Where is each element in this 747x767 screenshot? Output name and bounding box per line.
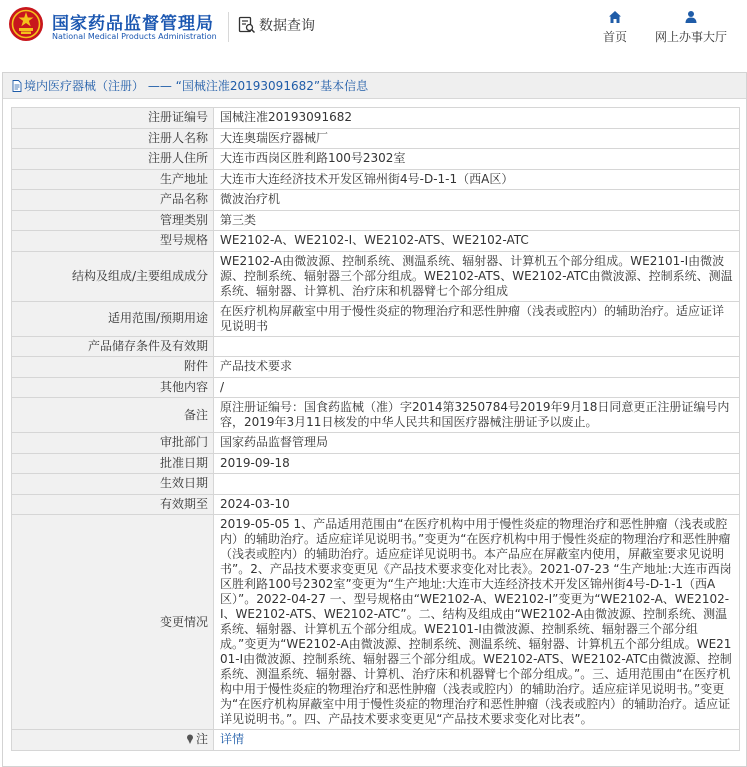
field-value: 原注册证编号：国食药监械（准）字2014第3250784号2019年9月18日同意更正注册证编号内容，2019年3月11日核发的中华人民共和国医疗器械注册证予以废止。 [214, 398, 740, 433]
table-row [12, 128, 740, 149]
details-link[interactable]: 详情 [220, 732, 245, 747]
pin-icon [186, 734, 194, 744]
field-value: 大连市西岗区胜利路100号2302室 [214, 149, 740, 170]
field-label: 产品名称 [12, 190, 214, 211]
site-header [0, 0, 747, 62]
site-title-en[interactable]: National Medical Products Administration [52, 32, 217, 41]
field-value: 国家药品监督管理局 [214, 433, 740, 454]
field-label: 适用范围/预期用途 [12, 301, 214, 336]
detail-panel [2, 72, 747, 767]
field-value: 大连市大连经济技术开发区锦州街4号-D-1-1（西A区） [214, 169, 740, 190]
record-table-wrapper [11, 107, 740, 751]
field-label: 审批部门 [12, 433, 214, 454]
field-value: 2019-05-05 1、产品适用范围由“在医疗机构中用于慢性炎症的物理治疗和恶性肿瘤（浅表或腔内）的辅助治疗。适应症详见说明书。”变更为“在医疗机构中用于慢性炎症的物理治疗和恶性肿瘤（浅表或腔内）的辅助治疗。适应症详见说明书。本产品应在屏蔽室内使用，屏蔽室要求见说明书”。2、产品技术要求变更见《产品技术要求变化对比表》。2021-07-23 “生产地址:大连市西岗区胜利路100号2302室”变更为“生产地址:大连市大连经济技术开发区锦州街4号-D-1-1（西A区）”。2022-04-27 一、型号规格由“WE2102-A、WE2102-I”变更为“WE2102-A、WE2102-I、WE2102-ATS、WE2102-ATC”。二、结构及组成由“WE2102-A由微波源、控制系统、测温系统、辐射器、计算机五个部分组成。WE2101-I由微波源、控制系统、辐射器三个部分组成。”变更为“WE2102-A由微波源、控制系统、测温系统、辐射器、计算机五个部分组成。WE2101-I由微波源、控制系统、辐射器三个部分组成。WE2102-ATS、WE2102-ATC由微波源、控制系统、测温系统、辐射器、计算机、治疗床和机器臂七个部分组成。”。三、适用范围由“在医疗机构中用于慢性炎症的物理治疗和恶性肿瘤（浅表或腔内）的辅助治疗。适应症详见说明书。”变更为“在医疗机构屏蔽室中用于慢性炎症的物理治疗和恶性肿瘤（浅表或腔内）的辅助治疗。适应证详见说明书。”。四、产品技术要求变更见“产品技术要求变化对比表”。 [214, 515, 740, 730]
field-label: 附件 [12, 357, 214, 378]
field-value: 在医疗机构屏蔽室中用于慢性炎症的物理治疗和恶性肿瘤（浅表或腔内）的辅助治疗。适应证详见说明书 [214, 301, 740, 336]
data-query-section [238, 14, 315, 36]
nav-online-hall-label[interactable]: 网上办事大厅 [654, 30, 727, 44]
field-label: 批准日期 [12, 453, 214, 474]
table-row [12, 474, 740, 495]
table-row [12, 494, 740, 515]
field-label: 注册证编号 [12, 108, 214, 129]
field-label: 注册人名称 [12, 128, 214, 149]
nav-home[interactable] [598, 10, 632, 45]
field-value: 产品技术要求 [214, 357, 740, 378]
field-value: WE2102-A、WE2102-I、WE2102-ATS、WE2102-ATC [214, 231, 740, 252]
record-table [11, 107, 740, 751]
breadcrumb [3, 73, 746, 99]
field-value: 微波治疗机 [214, 190, 740, 211]
note-label-cell [12, 730, 214, 751]
field-label: 产品储存条件及有效期 [12, 336, 214, 357]
table-row [12, 169, 740, 190]
section-title: 数据查询 [259, 18, 315, 34]
breadcrumb-separator: —— [144, 78, 176, 93]
field-label: 结构及组成/主要组成成分 [12, 251, 214, 301]
table-row [12, 336, 740, 357]
field-label: 其他内容 [12, 377, 214, 398]
table-row [12, 149, 740, 170]
field-value: 2019-09-18 [214, 453, 740, 474]
table-row [12, 730, 740, 751]
field-value [214, 474, 740, 495]
field-label: 管理类别 [12, 210, 214, 231]
table-row [12, 357, 740, 378]
page-title: “国械注准20193091682”基本信息 [175, 79, 369, 93]
user-icon [684, 10, 698, 24]
field-label: 变更情况 [12, 515, 214, 730]
field-value [214, 336, 740, 357]
field-label: 注册人住所 [12, 149, 214, 170]
table-row [12, 515, 740, 730]
table-row [12, 231, 740, 252]
field-value: / [214, 377, 740, 398]
table-row [12, 433, 740, 454]
data-query-icon [238, 16, 256, 34]
national-emblem-icon[interactable] [8, 6, 44, 42]
field-label: 型号规格 [12, 231, 214, 252]
field-value: 2024-03-10 [214, 494, 740, 515]
home-icon [608, 10, 622, 24]
field-label: 备注 [12, 398, 214, 433]
field-label: 有效期至 [12, 494, 214, 515]
table-row [12, 108, 740, 129]
nav-online-hall[interactable] [652, 10, 730, 45]
field-value: WE2102-A由微波源、控制系统、测温系统、辐射器、计算机五个部分组成。WE2101-I由微波源、控制系统、辐射器三个部分组成。WE2102-ATS、WE2102-ATC由微波源、控制系统、测温系统、辐射器、计算机、治疗床和机器臂七个部分组成 [214, 251, 740, 301]
document-icon [12, 80, 22, 92]
note-value-cell [214, 730, 740, 751]
field-label: 生效日期 [12, 474, 214, 495]
field-label: 注 [195, 732, 208, 747]
breadcrumb-category-link[interactable]: 境内医疗器械（注册） [24, 79, 145, 93]
site-title-cn[interactable]: 国家药品监督管理局 [52, 14, 214, 34]
header-divider [228, 12, 229, 42]
table-row [12, 377, 740, 398]
table-row [12, 190, 740, 211]
field-value: 第三类 [214, 210, 740, 231]
table-row [12, 210, 740, 231]
field-label: 生产地址 [12, 169, 214, 190]
field-value: 国械注准20193091682 [214, 108, 740, 129]
table-row [12, 301, 740, 336]
table-row [12, 453, 740, 474]
field-value: 大连奥瑞医疗器械厂 [214, 128, 740, 149]
table-row [12, 398, 740, 433]
nav-home-label[interactable]: 首页 [602, 30, 627, 44]
table-row [12, 251, 740, 301]
